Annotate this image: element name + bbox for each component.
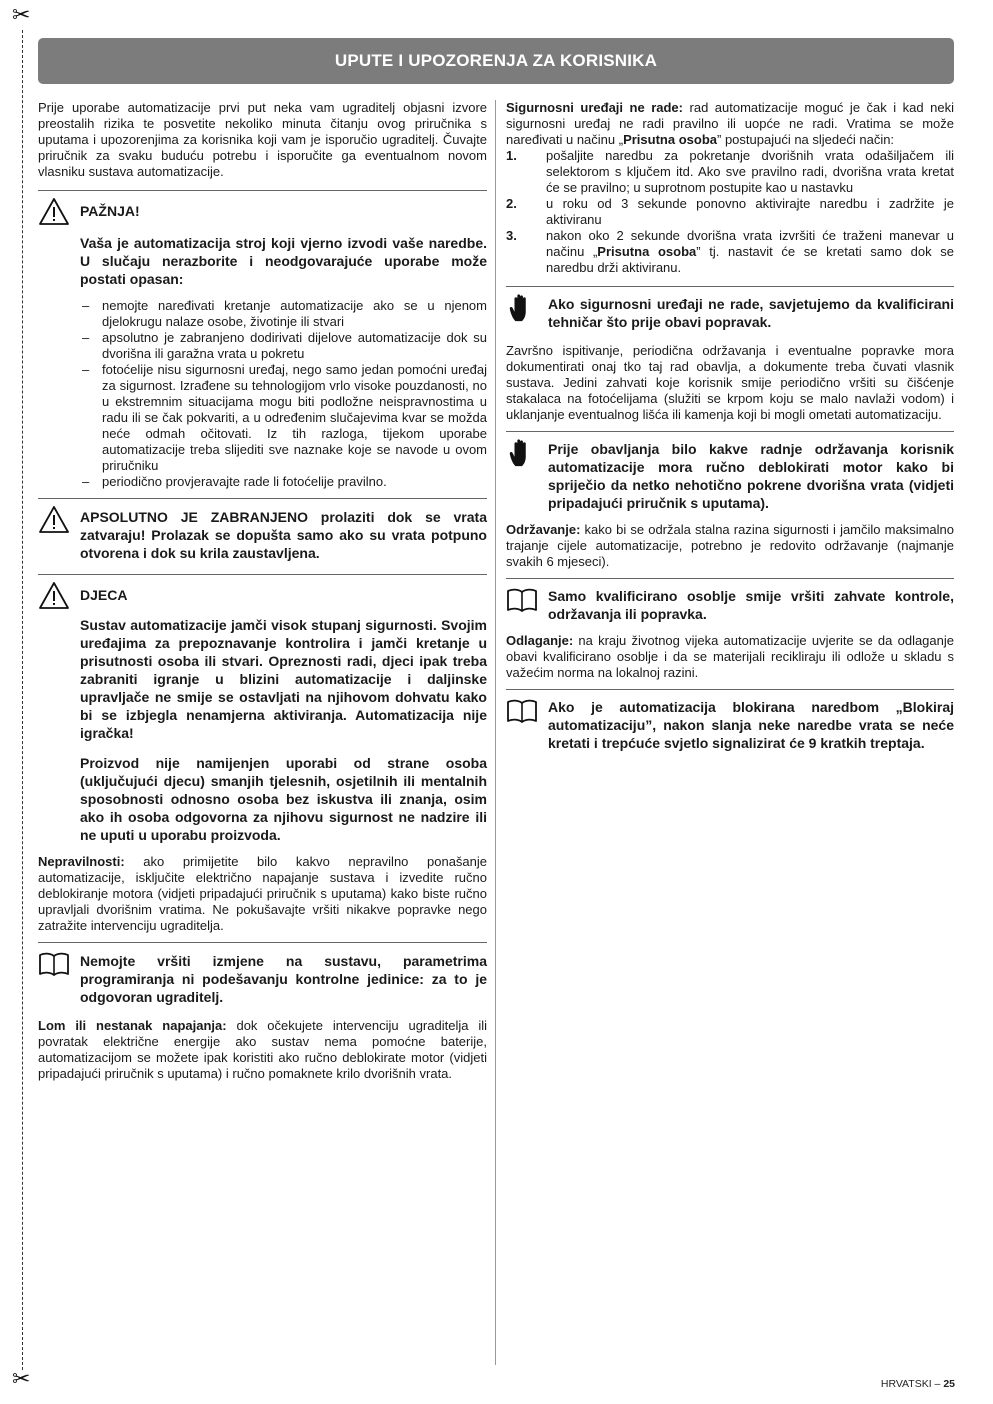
warning-triangle-icon — [38, 197, 70, 227]
step-text-a: nakon oko 2 sekunde dvorišna vrata izvršiti će traženi manevar u načinu „ — [546, 228, 954, 259]
unlock-text: Prije obavljanja bilo kakve radnje održavanja korisnik automatizacije mora ručno deblokirati motor kako bi spriječio da netko nehotično pokrene dvorišna vrata (vidjeti pripadajući priručnik s uputama). — [548, 441, 954, 511]
malfunctions-text: ako primijetite bilo kakvo nepravilno ponašanje automatizacije, isključite električno napajanje sustava i izvedite ručno deblokiranje motora (vidjeti pripadajući priručnik s uputama) kako biste ručno upravljali dvorišnim vratima. Ne pokušavajte vršiti nikakve popravke nego zatražite intervenciju ugraditelja. — [38, 854, 487, 933]
technician-text: Ako sigurnosni uređaji ne rade, savjetujemo da kvalificirani tehničar što prije obavi popravak. — [548, 296, 954, 330]
qualified-staff-block — [506, 578, 954, 623]
step-text-a: pošaljite naredbu za pokretanje dvorišnih vrata odašiljačem ili selektorom s ključem itd. Ako sve pravilno radi, dvorišna vrata kretat će se pravilno; u suprotnom postupite kao u nastavku — [546, 148, 954, 195]
hand-stop-icon — [506, 293, 538, 323]
step-text — [546, 228, 954, 276]
maintenance-paragraph — [506, 522, 954, 570]
final-testing-paragraph: Završno ispitivanje, periodična održavanja i eventualne popravke mora dokumentirati onaj tko taj rad obavlja, a dokumente treba čuvati vlasnik sustava. Jedini zahvati koje korisnik smije periodično vršiti su čišćenje stakalaca na fotoćelijama (služiti se krpom koju se malo navlaži vodom) i uklanjanje eventualnog lišća ili kamenja koji bi mogli ometati automatizaciju. — [506, 343, 954, 422]
no-modification-text: Nemojte vršiti izmjene na sustavu, parametrima programiranja ni podešavanju kontrolne jedinice: za to je odgovoran ugraditelj. — [80, 953, 487, 1005]
prohibition-block — [38, 498, 487, 562]
list-item: – fotoćelije nisu sigurnosni uređaj, nego samo jedan pomoćni uređaj za sigurnost. Izrađene su tehnologijom vrlo visoke pouzdanosti, no u ekstremnim situacijama mogu biti podložne neispravnostima u radu ili se čak pokvariti, a u određenim slučajevima kvar se možda neće odmah očitovati. Iz tih razloga, tijekom uporabe automatizacije treba slijediti sve naznake koje se navode u ovom priručniku — [80, 362, 487, 474]
list-item: – apsolutno je zabranjeno dodirivati dijelove automatizacije dok su dvorišna ili garažna vrata u pokretu — [80, 330, 487, 362]
power-failure-label: Lom ili nestanak napajanja: — [38, 1018, 227, 1033]
safety-devices-text-end: ” postupajući na sljedeći način: — [717, 132, 895, 147]
procedure-steps — [506, 148, 954, 276]
disposal-paragraph — [506, 633, 954, 681]
warning-triangle-icon — [38, 581, 70, 611]
left-column — [38, 100, 487, 1082]
warning-triangle-icon — [38, 505, 70, 535]
right-column — [506, 100, 954, 752]
no-modification-block — [38, 942, 487, 1006]
page-title: UPUTE I UPOZORENJA ZA KORISNIKA — [334, 51, 658, 70]
qualified-staff-text: Samo kvalificirano osoblje smije vršiti zahvate kontrole, održavanja ili popravka. — [548, 588, 954, 622]
open-book-icon — [506, 696, 538, 726]
disposal-label: Odlaganje: — [506, 633, 574, 648]
scissors-icon: ✂ — [12, 2, 31, 27]
warning-lead: Vaša je automatizacija stroj koji vjerno izvodi vaše naredbe. U slučaju nerazborite i neodgovarajuće uporabe može postati opasan: — [80, 235, 487, 287]
safety-devices-text: rad automatizacije moguć je čak i kad neki sigurnosni uređaj ne radi pravilno ili uopće ne radi. Vratima se može naređivati u načinu „ — [506, 100, 954, 147]
power-failure-text: dok očekujete intervenciju ugraditelja ili povratak električne energije ako sustav nema pomoćne baterije, automatizacijom se možete ipak koristiti ako ručno deblokirate motor (vidjeti pripadajući priručnik s uputama) i ručno pomaknete krilo dvorišnih vrata. — [38, 1018, 487, 1081]
footer-language: HRVATSKI — [880, 1378, 932, 1390]
disposal-text: na kraju životnog vijeka automatizacije uvjerite se da odlaganje obavi kvalificirano osoblje i da se materijali recikliraju ili odlože u skladu s važećim norma na lokalnoj razini. — [506, 633, 954, 680]
children-paragraph-1: Sustav automatizacije jamči visok stupanj sigurnosti. Svojim uređajima za prepoznavanje kontrolira i jamči kretanje u prisutnosti osoba ili stvari. Opreznosti radi, djeci ipak treba zabraniti igranje u blizini automatizacije i daljinske upravljače ne smije se ostavljati na njihovom dohvatu kako bi se izbjegla nenamjerna aktiviranja. Automatizacija nije igračka! — [80, 617, 487, 741]
safety-devices-label: Sigurnosni uređaji ne rade: — [506, 100, 683, 115]
open-book-icon — [506, 585, 538, 615]
hand-stop-icon — [506, 438, 538, 468]
step-text-a: u roku od 3 sekunde ponovno aktivirajte naredbu i zadržite je aktiviranu — [546, 196, 954, 227]
prohibition-rest: prolaziti dok se vrata zatvaraju! Prolazak se dopušta samo ako su vrata potpuno otvorena i dok su krila zaustavljena. — [80, 509, 487, 561]
children-title: DJECA — [80, 587, 128, 603]
list-item: – periodično provjeravajte rade li fotoćelije pravilno. — [80, 474, 487, 490]
malfunctions-paragraph — [38, 854, 487, 934]
maintenance-text: kako bi se održala stalna razina sigurnosti i jamčilo maksimalno trajanje cijele automatizacije, potrebno je redovito održavanje (najmanje svakih 6 mjeseci). — [506, 522, 954, 569]
step-text — [546, 196, 954, 228]
power-failure-paragraph — [38, 1018, 487, 1082]
list-item — [506, 148, 954, 196]
children-paragraph-2: Proizvod nije namijenjen uporabi od strane osoba (uključujući djecu) smanjih tjelesnih, osjetilnih ili mentalnih sposobnosti odnosno osoba bez iskustva ili znanja, osim ako ih osoba odgovorna za njihovu sigurnost ne nadzire ili ne uputi u uporabu proizvoda. — [80, 755, 487, 843]
warning-list — [80, 298, 487, 490]
section-header-bar — [38, 38, 954, 84]
malfunctions-label: Nepravilnosti: — [38, 854, 125, 869]
warning-block — [38, 190, 487, 490]
technician-block — [506, 286, 954, 331]
scissors-icon: ✂ — [12, 1366, 31, 1391]
prohibition-text — [80, 505, 487, 562]
cut-line — [22, 30, 23, 1370]
maintenance-label: Održavanje: — [506, 522, 581, 537]
list-item: – nemojte naređivati kretanje automatizacije ako se u njenom djelokrugu nalaze osobe, životinje ili stvari — [80, 298, 487, 330]
safety-devices-paragraph — [506, 100, 954, 148]
blocked-automation-block — [506, 689, 954, 752]
prohibition-lead: APSOLUTNO JE ZABRANJENO — [80, 509, 308, 525]
step-number: 2. — [506, 196, 517, 211]
step-text — [546, 148, 954, 196]
warning-title: PAŽNJA! — [80, 203, 140, 219]
unlock-block — [506, 431, 954, 512]
open-book-icon — [38, 949, 70, 979]
page-number: 25 — [943, 1378, 955, 1390]
list-item — [506, 228, 954, 276]
mode-name: Prisutna osoba — [597, 244, 697, 259]
intro-paragraph: Prije uporabe automatizacije prvi put neka vam ugraditelj objasni izvore preostalih rizika te posvetite nekoliko minuta čitanju ovog priručnika s uputama i upozorenjima za korisnika koji vam je isporučio ugraditelj. Čuvajte priručnik za svaku buduću potrebu i isporučite ga eventualnom novom vlasniku sustava automatizacije. — [38, 100, 487, 179]
step-number: 1. — [506, 148, 517, 163]
column-divider — [495, 100, 496, 1365]
children-block — [38, 574, 487, 844]
list-item — [506, 196, 954, 228]
blocked-automation-text: Ako je automatizacija blokirana naredbom „Blokiraj automatizaciju”, nakon slanja neke naredbe vrata se neće kretati i trepćuće svjetlo signalizirat će 9 kratkih treptaja. — [548, 699, 954, 751]
step-text-b: ” tj. nastavit će se kretati samo dok se naredbu drži aktiviranu. — [546, 244, 955, 275]
step-number: 3. — [506, 228, 517, 243]
mode-name: Prisutna osoba — [623, 132, 717, 147]
page-footer — [881, 1376, 955, 1392]
footer-separator: – — [931, 1378, 944, 1390]
